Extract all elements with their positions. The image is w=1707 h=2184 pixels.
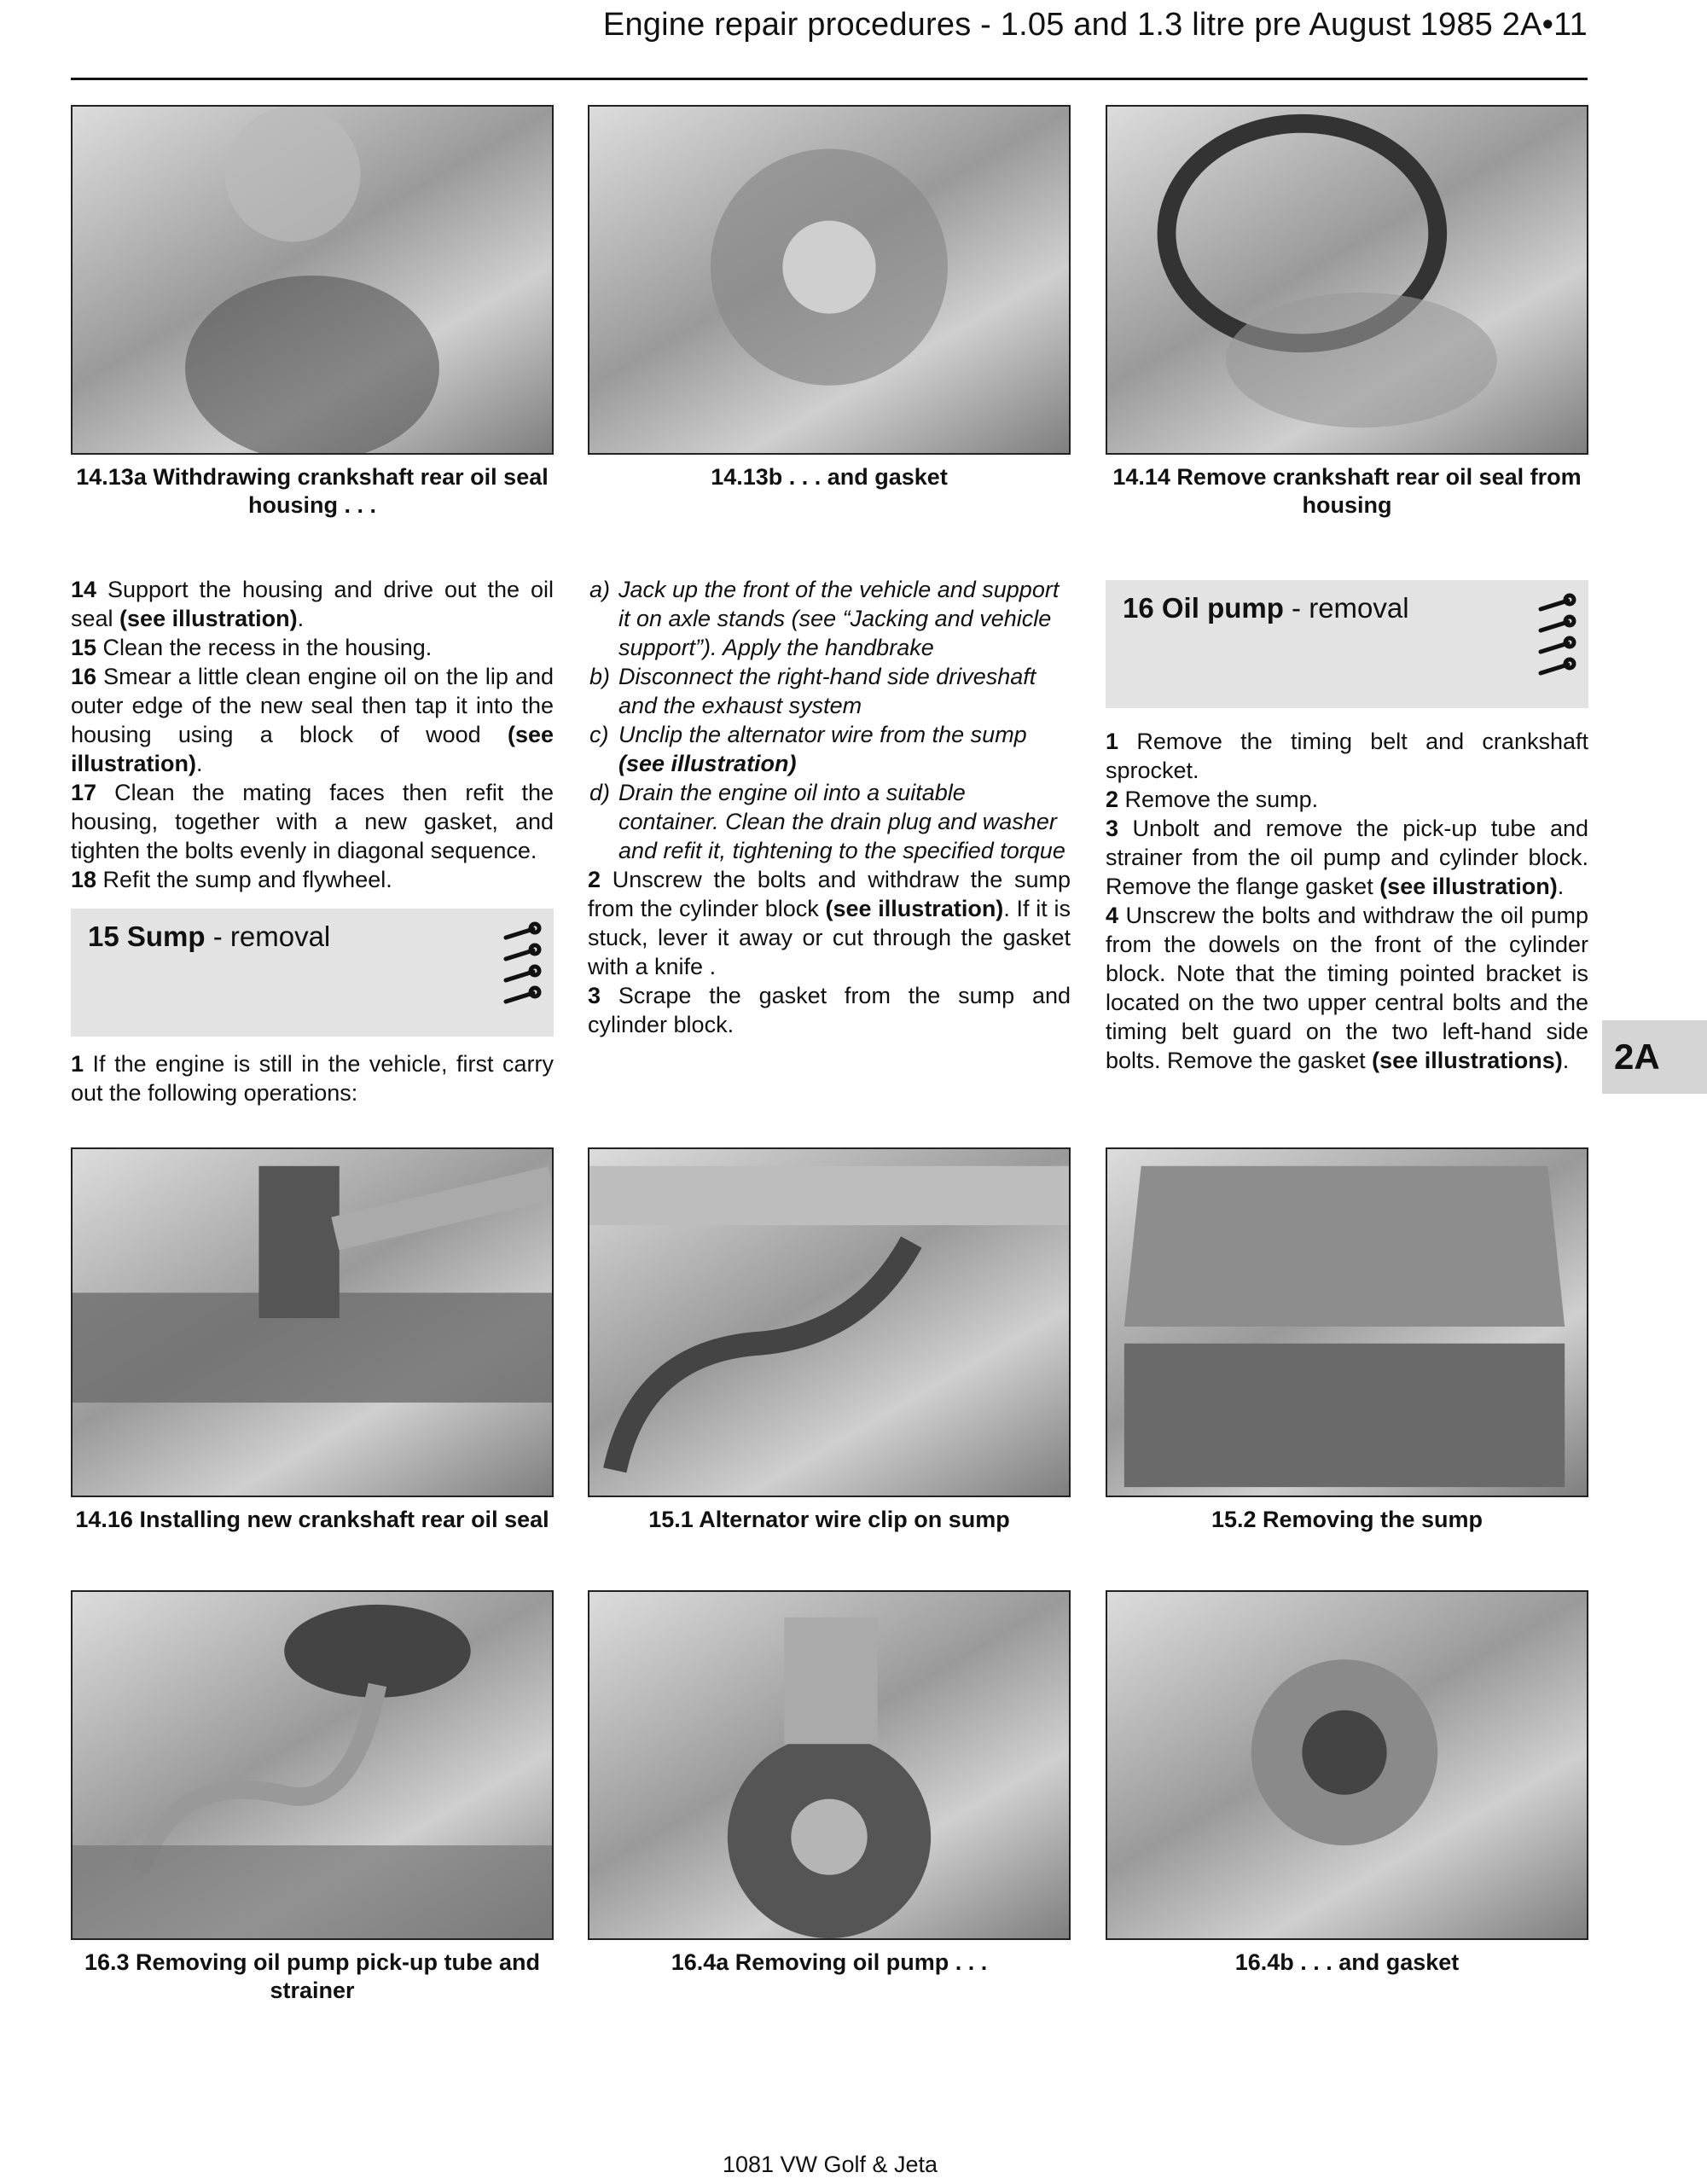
section-16-heading bbox=[1106, 580, 1588, 708]
wrench-difficulty-icon bbox=[499, 921, 542, 1014]
alternator-wire-clip-photo-icon bbox=[588, 1147, 1071, 1497]
oil-seal-photo-icon bbox=[1106, 105, 1588, 455]
list-item-b: b) Disconnect the right-hand side driveshaft and the exhaust system bbox=[589, 664, 1036, 718]
page-footer: 1081 VW Golf & Jeta bbox=[722, 2152, 938, 2177]
paragraph-16-4: 4 Unscrew the bolts and withdraw the oil pump from the dowels on the front of the cylinder block. Note that the timing pointed bracket is located on the two upper central bolts and the timing belt guard on the two left-hand side bolts. Remove the gasket (see illustrations). bbox=[1106, 903, 1588, 1073]
seal-housing-photo-icon bbox=[71, 105, 554, 455]
column-1-after-section bbox=[71, 1049, 554, 1107]
caption-14-14: 14.14 Remove crankshaft rear oil seal from housing bbox=[1112, 464, 1582, 518]
chapter-tab: 2A bbox=[1602, 1020, 1707, 1094]
paragraph-15-2: 2 Unscrew the bolts and withdraw the sump from the cylinder block (see illustration). If it is stuck, lever it away or cut through the gasket with a knife . bbox=[588, 867, 1071, 979]
header-divider bbox=[71, 78, 1588, 80]
caption-14-13a: 14.13a Withdrawing crankshaft rear oil seal housing . . . bbox=[76, 464, 549, 518]
paragraph-16: 16 Smear a little clean engine oil on the lip and outer edge of the new seal then tap it into the housing using a block of wood (see illustration). bbox=[71, 664, 554, 776]
oil-pump-gasket-photo-icon bbox=[1106, 1590, 1588, 1940]
oil-pump-photo-icon bbox=[588, 1590, 1071, 1940]
wrench-difficulty-icon bbox=[1534, 592, 1576, 686]
section-15-title: 15 Sump - removal bbox=[88, 921, 331, 952]
paragraph-16-2: 2 Remove the sump. bbox=[1106, 787, 1319, 812]
paragraph-14: 14 Support the housing and drive out the oil seal (see illustration). bbox=[71, 577, 554, 631]
column-2-text bbox=[588, 575, 1071, 1039]
gasket-photo-icon bbox=[588, 105, 1071, 455]
pick-up-tube-photo-icon bbox=[71, 1590, 554, 1940]
column-3-text bbox=[1106, 727, 1588, 1075]
caption-16-3: 16.3 Removing oil pump pick-up tube and strainer bbox=[84, 1949, 541, 2003]
caption-16-4b: 16.4b . . . and gasket bbox=[1234, 1949, 1460, 1975]
hammer-wood-block-photo-icon bbox=[71, 1147, 554, 1497]
caption-16-4a: 16.4a Removing oil pump . . . bbox=[671, 1949, 988, 1975]
paragraph-15-1: 1 If the engine is still in the vehicle, first carry out the following operations: bbox=[71, 1051, 554, 1106]
paragraph-17: 17 Clean the mating faces then refit the housing, together with a new gasket, and tighten the bolts evenly in diagonal sequence. bbox=[71, 780, 554, 863]
page-header-title: Engine repair procedures - 1.05 and 1.3 litre pre August 1985 2A•11 bbox=[602, 7, 1588, 43]
section-16-title: 16 Oil pump - removal bbox=[1123, 592, 1409, 624]
column-1-text bbox=[71, 575, 554, 894]
list-item-c: c) Unclip the alternator wire from the sump (see illustration) bbox=[589, 722, 1027, 776]
sump-removed-photo-icon bbox=[1106, 1147, 1588, 1497]
section-15-heading bbox=[71, 909, 554, 1037]
paragraph-15-3: 3 Scrape the gasket from the sump and cylinder block. bbox=[588, 983, 1071, 1037]
paragraph-18: 18 Refit the sump and flywheel. bbox=[71, 867, 392, 892]
caption-14-13b: 14.13b . . . and gasket bbox=[711, 464, 948, 490]
caption-14-16: 14.16 Installing new crankshaft rear oil seal bbox=[75, 1507, 549, 1532]
paragraph-15: 15 Clean the recess in the housing. bbox=[71, 635, 433, 660]
paragraph-16-3: 3 Unbolt and remove the pick-up tube and strainer from the oil pump and cylinder block. Remove the flange gasket (see illustration). bbox=[1106, 816, 1588, 899]
caption-15-2: 15.2 Removing the sump bbox=[1211, 1507, 1483, 1532]
caption-15-1: 15.1 Alternator wire clip on sump bbox=[648, 1507, 1010, 1532]
list-item-d: d) Drain the engine oil into a suitable container. Clean the drain plug and washer and refit it, tightening to the specified torque bbox=[589, 780, 1065, 863]
list-item-a: a) Jack up the front of the vehicle and support it on axle stands (see “Jacking and vehicle support”). Apply the handbrake bbox=[589, 577, 1060, 660]
paragraph-16-1: 1 Remove the timing belt and crankshaft sprocket. bbox=[1106, 729, 1588, 783]
